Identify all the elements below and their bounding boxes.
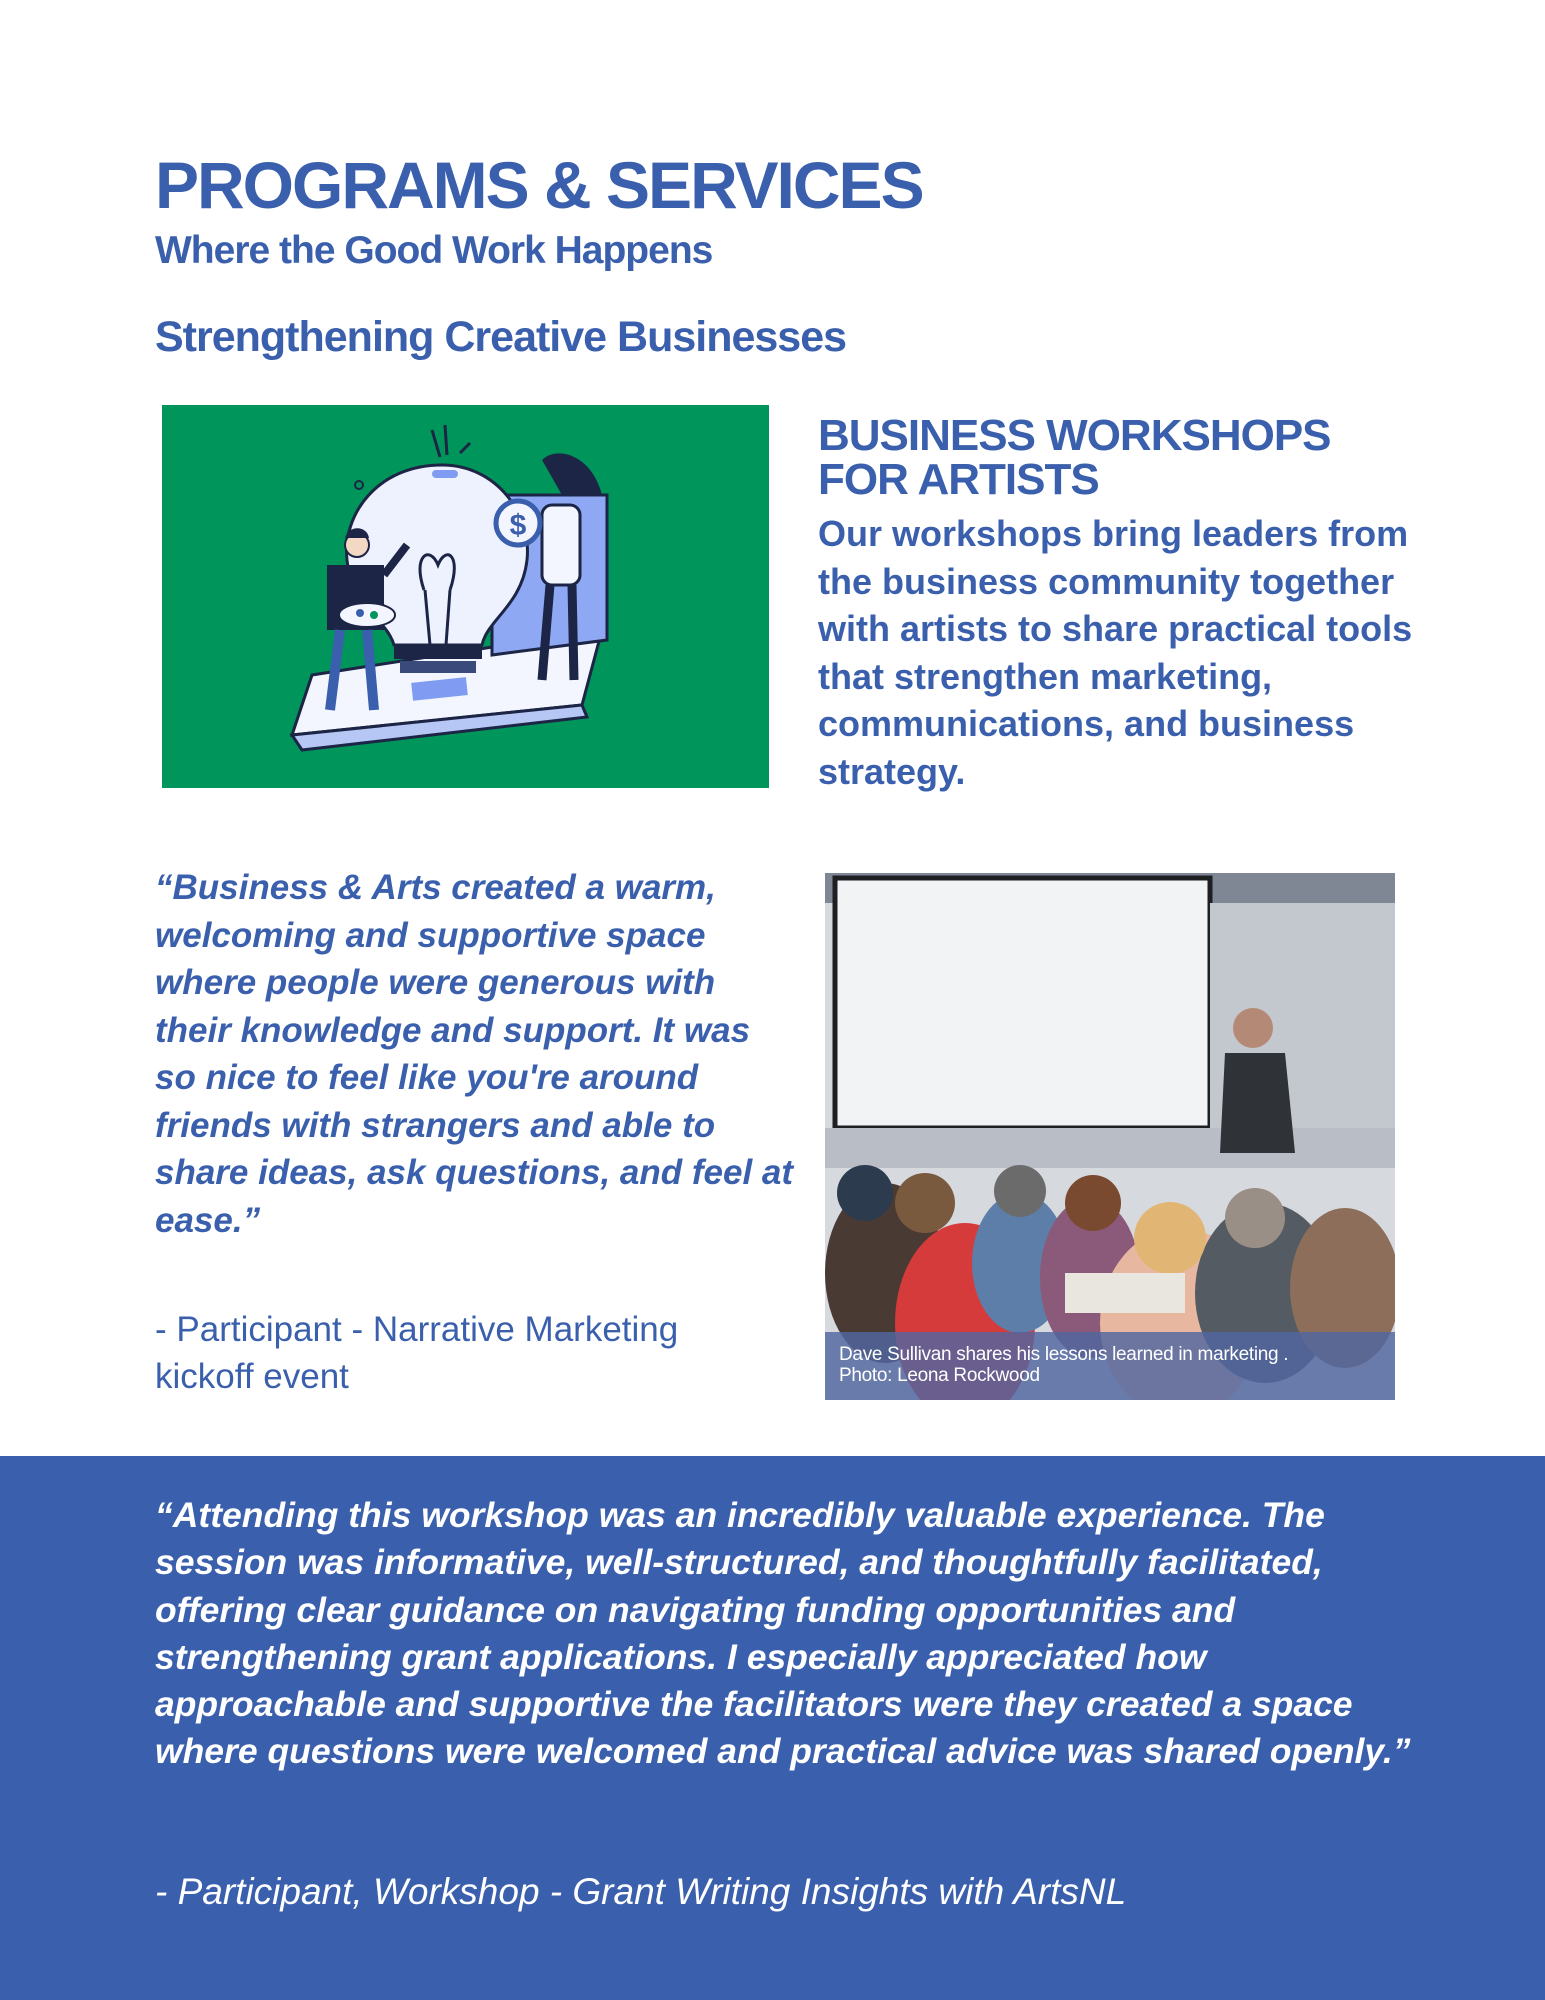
photo-credit: Photo: Leona Rockwood xyxy=(839,1365,1040,1386)
section-heading: Strengthening Creative Businesses xyxy=(155,313,847,361)
testimonial-quote: “Business & Arts created a warm, welcoming and supportive space where people were generous with their knowledge and support. It was so nice to feel like you're around friends with strangers and able to share ideas, ask questions, and feel at ease.” xyxy=(155,868,794,1240)
workshops-description: Our workshops bring leaders from the business community together with artists to share practical tools that strengthen marketing, communications, and business strategy. xyxy=(818,513,1413,792)
banner-testimonial-attribution: - Participant, Workshop - Grant Writing Insights with ArtsNL xyxy=(155,1871,1127,1912)
banner-testimonial-quote: “Attending this workshop was an incredibly valuable experience. The session was informative, well-structured, and thoughtfully facilitated, offering clear guidance on navigating funding opportunities and strengthening grant applications. I especially appreciated how approachable and supportive the facilitators were they created a space where questions were welcomed and practical advice was shared openly.” xyxy=(155,1495,1411,1772)
lightbulb-business-illustration xyxy=(162,405,769,788)
page-subtitle: Where the Good Work Happens xyxy=(155,229,713,272)
workshop-photo xyxy=(825,873,1395,1400)
workshops-title: BUSINESS WORKSHOPS FOR ARTISTS xyxy=(818,411,1331,504)
coin-symbol: $ xyxy=(509,509,527,542)
page-title: PROGRAMS & SERVICES xyxy=(155,148,923,222)
photo-caption-line1: Dave Sullivan shares his lessons learned in marketing . xyxy=(839,1344,1289,1365)
photo-caption xyxy=(825,1332,1395,1400)
testimonial-attribution: - Participant - Narrative Marketing kickoff event xyxy=(155,1310,679,1396)
